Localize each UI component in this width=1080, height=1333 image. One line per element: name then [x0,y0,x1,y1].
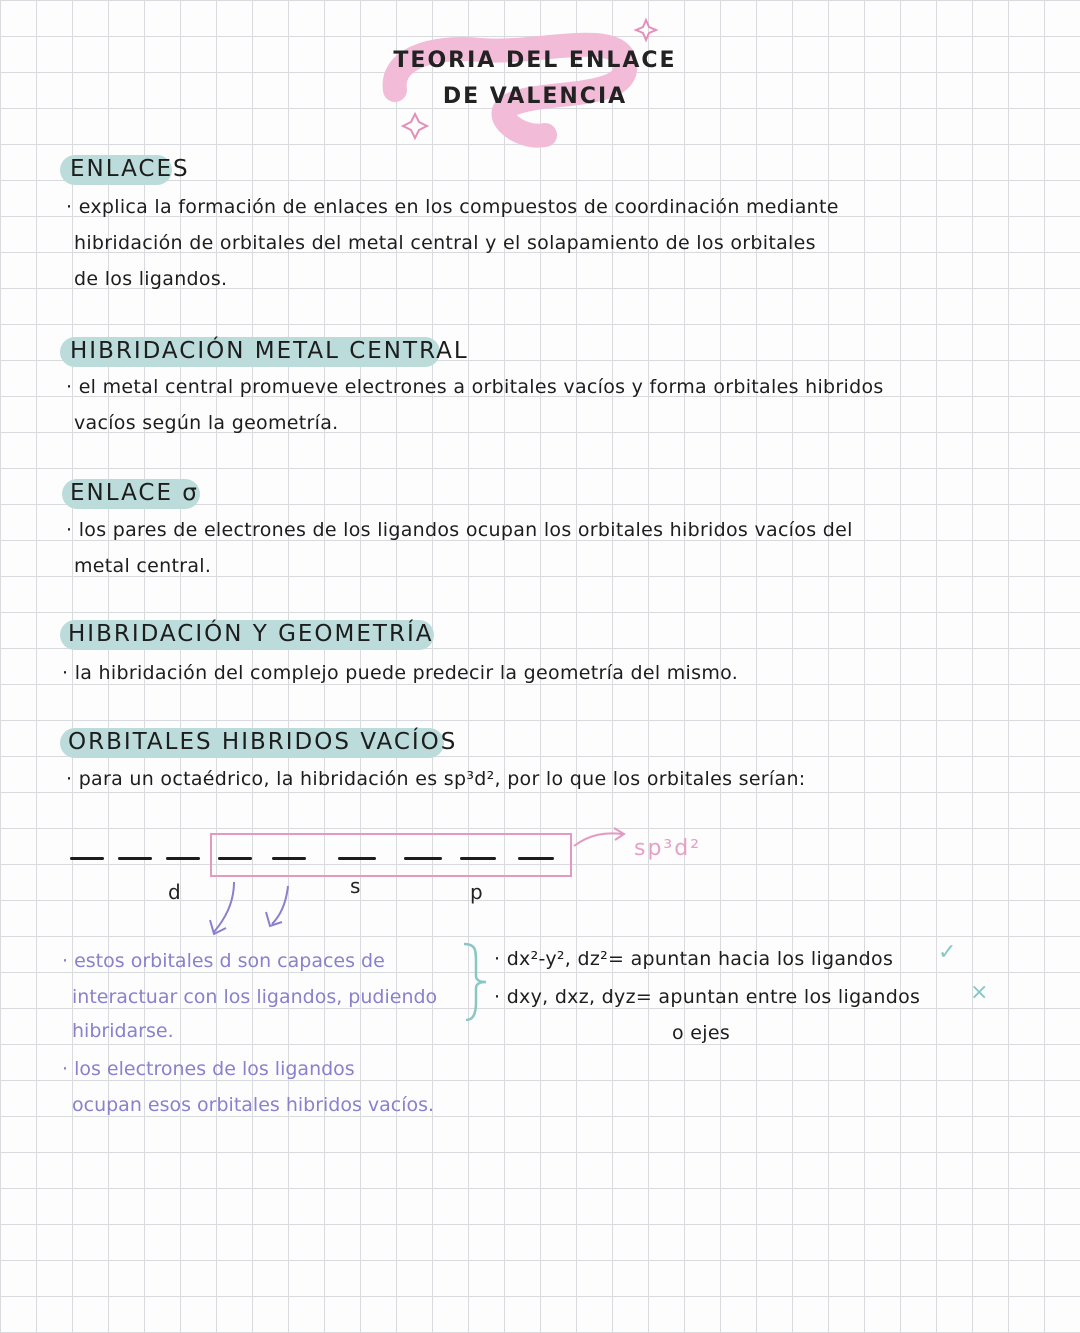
heading-hibridacion-geometria: HIBRIDACIÓN Y GEOMETRÍA [68,621,434,647]
orbital-d [272,857,306,860]
text-line: · explica la formación de enlaces en los compuestos de coordinación mediante [66,196,839,218]
hybrid-label: sp³d² [634,836,702,861]
orbital-p [460,857,496,860]
note-line: interactuar con los ligandos, pudiendo [72,986,438,1008]
heading-orbitales-hibridos: ORBITALES HIBRIDOS VACÍOS [68,729,458,755]
label-s: s [350,874,361,898]
hybrid-orbital-box [210,833,572,877]
orbital-d [118,857,152,860]
note-line: · los electrones de los ligandos [62,1058,355,1080]
orbital-s [338,857,376,860]
brace-icon [460,940,490,1024]
check-icon: ✓ [938,940,957,965]
cross-icon: × [970,980,989,1005]
orbital-d [70,857,104,860]
text-line: vacíos según la geometría. [74,412,339,434]
text-line: hibridación de orbitales del metal central y el solapamiento de los orbitales [74,232,816,254]
note-line: · estos orbitales d son capaces de [62,950,385,972]
heading-enlace-sigma: ENLACE σ [70,480,199,506]
text-line: de los ligandos. [74,268,228,290]
label-d: d [168,880,181,904]
sparkle-icon [636,20,656,40]
note-line: · dx²-y², dz²= apuntan hacia los ligandos [494,948,894,970]
page-subtitle: DE VALENCIA [442,84,628,109]
text-line: · para un octaédrico, la hibridación es sp³d², por lo que los orbitales serían: [66,768,806,790]
orbital-p [518,857,554,860]
arrow-icon [200,876,300,946]
heading-enlaces: ENLACES [70,156,190,182]
text-line: · los pares de electrones de los ligandos ocupan los orbitales hibridos vacíos del [66,519,853,541]
note-line: hibridarse. [72,1020,174,1042]
orbital-d [218,857,252,860]
label-p: p [470,880,483,904]
title-decoration [370,10,670,150]
heading-hibridacion-metal: HIBRIDACIÓN METAL CENTRAL [70,338,469,364]
sparkle-icon [403,114,427,138]
text-line: · el metal central promueve electrones a orbitales vacíos y forma orbitales hibridos [66,376,884,398]
orbital-p [404,857,442,860]
arrow-icon [570,822,630,852]
page-title: TEORIA DEL ENLACE [393,48,677,73]
note-line: ocupan esos orbitales hibridos vacíos. [72,1094,435,1116]
text-line: metal central. [74,555,212,577]
orbital-d [166,857,200,860]
note-line: o ejes [672,1022,731,1044]
text-line: · la hibridación del complejo puede predecir la geometría del mismo. [62,662,739,684]
note-line: · dxy, dxz, dyz= apuntan entre los ligandos [494,986,921,1008]
